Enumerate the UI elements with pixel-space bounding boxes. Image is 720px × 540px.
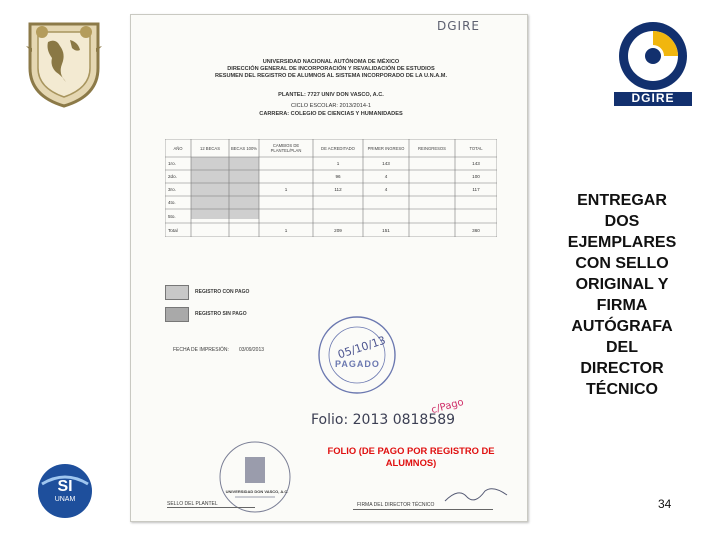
table-cell bbox=[259, 196, 313, 209]
fecha-label: FECHA DE IMPRESIÓN: bbox=[173, 347, 229, 353]
legend-sin-pago-swatch bbox=[165, 307, 189, 322]
table-cell: 117 bbox=[472, 187, 480, 192]
instructions-text bbox=[538, 190, 706, 400]
table-cell: 4 bbox=[384, 187, 388, 192]
table-cell: 360 bbox=[472, 227, 480, 233]
table-row-label: Total bbox=[168, 227, 178, 233]
instructions-line: ENTREGAR bbox=[577, 192, 667, 209]
table-cell: 100 bbox=[472, 174, 480, 179]
page-number: 34 bbox=[658, 497, 672, 511]
table-cell bbox=[259, 157, 313, 170]
unam-logo-icon bbox=[22, 18, 106, 110]
instructions-line: DEL bbox=[606, 339, 638, 356]
table-cell bbox=[259, 170, 313, 183]
table-cell: 151 bbox=[382, 227, 390, 233]
table-cell bbox=[455, 196, 497, 209]
folio-caption-line2: ALUMNOS) bbox=[385, 457, 437, 468]
dgire-logo bbox=[612, 18, 694, 108]
firma-label: FIRMA DEL DIRECTOR TÉCNICO bbox=[357, 502, 435, 508]
si-logo-text: SI bbox=[57, 478, 73, 495]
table-row-label: 2do. bbox=[168, 174, 177, 179]
carrera-line: CARRERA: COLEGIO DE CIENCIAS Y HUMANIDADES bbox=[259, 111, 403, 117]
table-header: BECAS 100% bbox=[230, 145, 258, 151]
table-cell bbox=[363, 196, 409, 209]
folio-caption-line1: FOLIO (DE PAGO POR REGISTRO DE bbox=[327, 445, 495, 456]
direction-name: DIRECCIÓN GENERAL DE INCORPORACIÓN Y REVALIDACIÓN DE ESTUDIOS bbox=[227, 66, 435, 72]
table-row-label: 3ro. bbox=[168, 187, 176, 192]
school-seal-icon bbox=[215, 439, 295, 515]
folio-caption bbox=[300, 445, 522, 469]
table-cell bbox=[313, 209, 363, 223]
fecha-value: 03/09/2013 bbox=[239, 347, 265, 353]
legend-con-pago: REGISTRO CON PAGO bbox=[195, 289, 250, 295]
legend-sin-pago: REGISTRO SIN PAGO bbox=[195, 311, 247, 317]
table-cell: 143 bbox=[472, 161, 480, 166]
instructions-line: DIRECTOR bbox=[580, 360, 664, 377]
instructions-line: EJEMPLARES bbox=[567, 234, 677, 251]
school-seal-text: UNIVERSIDAD DON VASCO, A.C. bbox=[225, 489, 289, 494]
table-header: AÑO bbox=[173, 145, 183, 151]
table-cell bbox=[259, 209, 313, 223]
instructions-line: FIRMA bbox=[596, 297, 648, 314]
sello-line bbox=[167, 507, 255, 508]
table-cell bbox=[363, 209, 409, 223]
table-cell: 209 bbox=[334, 227, 342, 233]
folio-note: c/Pago bbox=[430, 396, 465, 417]
handwritten-dgire: DGIRE bbox=[437, 19, 480, 33]
table-header: REINGRESOS bbox=[418, 145, 446, 151]
table-cell: 143 bbox=[382, 161, 390, 166]
table-cell bbox=[455, 209, 497, 223]
stamp-text: PAGADO bbox=[335, 359, 380, 369]
table-cell bbox=[409, 170, 455, 183]
table-cell bbox=[409, 223, 455, 237]
folio-handwritten: Folio: 2013 0818589 bbox=[311, 412, 456, 428]
table-header: 12 BECAS bbox=[199, 145, 221, 151]
dgire-logo-text: DGIRE bbox=[631, 91, 675, 105]
table-row-label: 4to. bbox=[168, 200, 176, 205]
table-row-label: 5to. bbox=[168, 213, 176, 219]
plantel-line: PLANTEL: 7727 UNIV DON VASCO, A.C. bbox=[278, 92, 384, 98]
table-cell: 4 bbox=[384, 174, 388, 179]
instructions-line: TÉCNICO bbox=[586, 381, 658, 398]
table-header: PRIMER INGRESO bbox=[367, 145, 405, 151]
table-header: CAMBIOS DE PLANTEL/PLAN bbox=[270, 143, 302, 153]
stamp-date: 05/10/13 bbox=[336, 333, 388, 362]
signature-icon bbox=[441, 483, 511, 507]
table-cell: 112 bbox=[334, 187, 342, 192]
table-cell: 1 bbox=[284, 227, 288, 233]
table-cell: 96 bbox=[335, 174, 341, 179]
table-row-label: 1ro. bbox=[168, 161, 176, 166]
table-header: TOTAL bbox=[469, 145, 483, 151]
instructions-line: AUTÓGRAFA bbox=[571, 318, 673, 335]
table-cell bbox=[313, 196, 363, 209]
instructions-line: ORIGINAL Y bbox=[575, 276, 669, 293]
table-cell bbox=[409, 209, 455, 223]
university-name: UNIVERSIDAD NACIONAL AUTÓNOMA DE MÉXICO bbox=[262, 59, 400, 65]
instructions-line: DOS bbox=[604, 213, 640, 230]
ciclo-line: CICLO ESCOLAR: 2013/2014-1 bbox=[291, 103, 371, 109]
table-header: DE ACREDITADO bbox=[321, 145, 355, 151]
table-cell bbox=[409, 196, 455, 209]
table-cell bbox=[409, 157, 455, 170]
si-logo-subtext: UNAM bbox=[54, 496, 76, 503]
sello-label: SELLO DEL PLANTEL bbox=[167, 501, 218, 507]
legend-con-pago-swatch bbox=[165, 285, 189, 300]
firma-line bbox=[353, 509, 493, 510]
instructions-line: CON SELLO bbox=[575, 255, 669, 272]
table-cell: 1 bbox=[284, 187, 288, 192]
table-cell: 1 bbox=[336, 161, 340, 166]
summary-title: RESUMEN DEL REGISTRO DE ALUMNOS AL SISTEMA INCORPORADO DE LA U.N.A.M. bbox=[214, 73, 448, 79]
si-unam-logo bbox=[36, 462, 94, 520]
table-cell bbox=[409, 183, 455, 196]
